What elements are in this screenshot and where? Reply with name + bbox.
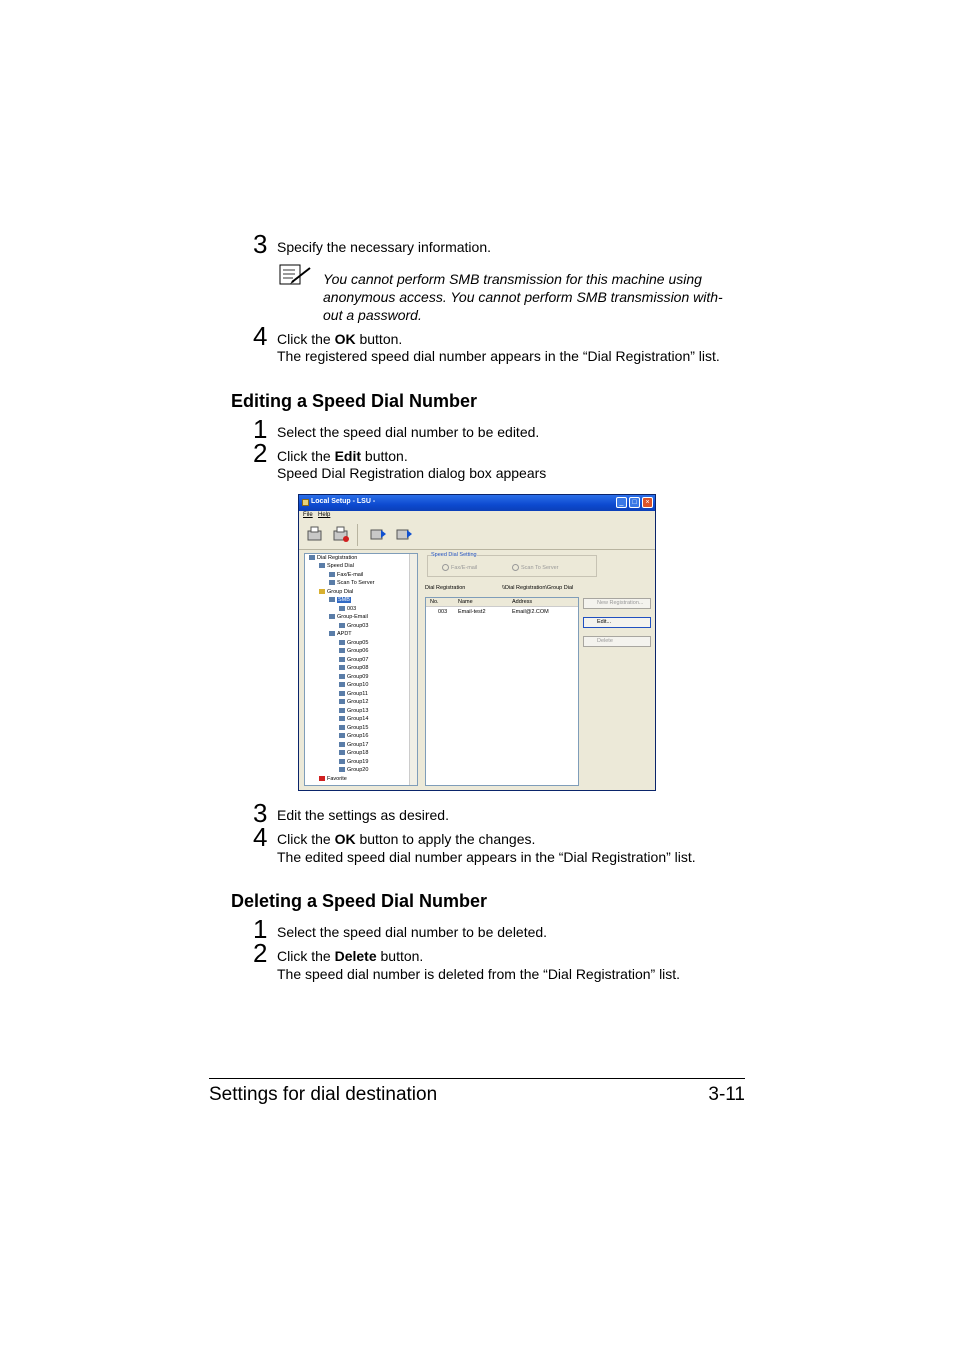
- tree-item[interactable]: Group11: [339, 691, 368, 698]
- current-path: \\Dial Registration\Group Dial: [502, 585, 574, 591]
- step-text: Specify the necessary information.: [277, 239, 491, 255]
- toolbar-divider: [357, 524, 358, 546]
- radio-icon: [442, 564, 449, 571]
- group-icon: [339, 648, 345, 653]
- tree-item-selected[interactable]: SMB: [329, 597, 351, 604]
- group-icon: [329, 614, 335, 619]
- step-number: 2: [253, 938, 268, 968]
- cell-name: Email-test2: [458, 609, 486, 615]
- details-panel: [422, 551, 654, 789]
- tree-item[interactable]: Group14: [339, 716, 368, 723]
- step-text: Click the Edit button.: [277, 448, 408, 464]
- new-registration-button[interactable]: New Registration...: [583, 598, 651, 609]
- toolbar: [299, 521, 655, 550]
- tree-item[interactable]: Scan To Server: [329, 580, 375, 587]
- note-line: anonymous access. You cannot perform SMB transmission with-: [323, 289, 723, 305]
- tree-scrollbar[interactable]: [409, 554, 417, 785]
- group-icon: [329, 631, 335, 636]
- step-text: Select the speed dial number to be deleted.: [277, 924, 548, 940]
- tree-item[interactable]: Group-Email: [329, 614, 368, 621]
- column-header[interactable]: Name: [458, 599, 473, 605]
- entry-icon: [339, 606, 345, 611]
- group-icon: [339, 657, 345, 662]
- step-text: Click the OK button.: [277, 331, 403, 347]
- tree-item[interactable]: Group17: [339, 742, 368, 749]
- cell-address: Email@2.COM: [512, 609, 549, 615]
- tree-item[interactable]: Group09: [339, 674, 368, 681]
- step-text: Select the speed dial number to be edited.: [277, 424, 540, 440]
- note-icon: [279, 264, 313, 286]
- group-icon: [329, 597, 335, 602]
- title-bar: [299, 495, 655, 511]
- folder-icon: [309, 555, 315, 560]
- folder-icon: [329, 572, 335, 577]
- group-icon: [339, 725, 345, 730]
- tree-item[interactable]: Group18: [339, 750, 368, 757]
- footer-section-title: Settings for dial destination: [209, 1084, 438, 1105]
- group-icon: [339, 750, 345, 755]
- tree-item[interactable]: APDT: [329, 631, 352, 638]
- tree-item[interactable]: Group07: [339, 657, 368, 664]
- group-icon: [339, 708, 345, 713]
- send-icon[interactable]: [395, 525, 413, 543]
- printer-icon[interactable]: [306, 525, 324, 543]
- group-icon: [339, 691, 345, 696]
- group-icon: [339, 767, 345, 772]
- step-number: 1: [253, 914, 268, 944]
- tree-item[interactable]: Group Dial: [319, 589, 353, 596]
- group-icon: [339, 623, 345, 628]
- tree-item[interactable]: Favorite: [319, 776, 347, 783]
- group-icon: [339, 716, 345, 721]
- tree-item[interactable]: Fax/E-mail: [329, 572, 363, 579]
- folder-icon: [319, 563, 325, 568]
- tree-item[interactable]: 003: [339, 606, 356, 613]
- cell-no: 003: [438, 609, 448, 615]
- step-detail: The registered speed dial number appears in the “Dial Registration” list.: [277, 348, 720, 364]
- dial-registration-label: Dial Registration: [425, 585, 466, 591]
- group-icon: [339, 665, 345, 670]
- group-icon: [339, 640, 345, 645]
- step-text: Edit the settings as desired.: [277, 807, 449, 823]
- step-number: 1: [253, 414, 268, 444]
- step-detail: The edited speed dial number appears in the “Dial Registration” list.: [277, 849, 696, 865]
- tree-item[interactable]: Group16: [339, 733, 368, 740]
- window-title: Local Setup - LSU -: [311, 498, 376, 505]
- step-number: 4: [253, 822, 268, 852]
- tree-item[interactable]: Group03: [339, 623, 368, 630]
- tree-item[interactable]: Group06: [339, 648, 368, 655]
- radio-scan-to-server[interactable]: Scan To Server: [512, 564, 559, 571]
- note-line: You cannot perform SMB transmission for this machine using: [323, 271, 702, 287]
- step-detail: Speed Dial Registration dialog box appears: [277, 465, 547, 481]
- tree-item[interactable]: Group19: [339, 759, 368, 766]
- step-text: Click the Delete button.: [277, 948, 424, 964]
- section-heading: Editing a Speed Dial Number: [231, 391, 478, 411]
- printer-delete-icon[interactable]: [332, 525, 350, 543]
- page-number: 3-11: [708, 1084, 745, 1105]
- receive-icon[interactable]: [369, 525, 387, 543]
- local-setup-window: [298, 494, 656, 791]
- group-icon: [339, 682, 345, 687]
- section-heading: Deleting a Speed Dial Number: [231, 891, 488, 911]
- radio-fax-email[interactable]: Fax/E-mail: [442, 564, 477, 571]
- speed-dial-setting-group: [427, 552, 597, 577]
- dial-tree[interactable]: [304, 553, 418, 786]
- folder-icon: [329, 580, 335, 585]
- favorite-icon: [319, 776, 325, 781]
- close-icon[interactable]: ×: [642, 497, 653, 508]
- tree-item[interactable]: Dial Registration: [309, 555, 357, 562]
- menu-bar: [299, 511, 655, 520]
- group-label: Speed Dial Setting: [431, 552, 477, 558]
- tree-item[interactable]: Group10: [339, 682, 368, 689]
- dial-registration-list[interactable]: [425, 597, 579, 786]
- menu-file[interactable]: File: [303, 512, 313, 518]
- folder-icon: [319, 589, 325, 594]
- maximize-icon[interactable]: □: [629, 497, 640, 508]
- step-detail: The speed dial number is deleted from the “Dial Registration” list.: [277, 966, 681, 982]
- group-icon: [339, 674, 345, 679]
- step-number: 4: [253, 321, 268, 351]
- tree-item[interactable]: Speed Dial: [319, 563, 354, 570]
- step-number: 3: [253, 798, 268, 828]
- column-header[interactable]: Address: [512, 599, 533, 605]
- tree-item[interactable]: Group20: [339, 767, 368, 774]
- minimize-icon[interactable]: _: [616, 497, 627, 508]
- radio-icon: [512, 564, 519, 571]
- tree-item[interactable]: Group13: [339, 708, 368, 715]
- delete-button[interactable]: Delete: [583, 636, 651, 647]
- group-icon: [339, 742, 345, 747]
- note-line: out a password.: [323, 307, 422, 323]
- column-header[interactable]: No.: [430, 599, 439, 605]
- tree-item[interactable]: Group05: [339, 640, 368, 647]
- list-header: [426, 598, 578, 607]
- tree-item[interactable]: Group15: [339, 725, 368, 732]
- app-icon: [302, 499, 309, 506]
- step-text: Click the OK button to apply the changes.: [277, 831, 536, 847]
- group-icon: [339, 759, 345, 764]
- group-icon: [339, 733, 345, 738]
- group-icon: [339, 699, 345, 704]
- footer-rule: [209, 1078, 745, 1079]
- tree-item[interactable]: Group12: [339, 699, 368, 706]
- edit-button[interactable]: Edit...: [583, 617, 651, 628]
- tree-item[interactable]: Group08: [339, 665, 368, 672]
- menu-help[interactable]: Help: [318, 512, 331, 518]
- step-number: 2: [253, 438, 268, 468]
- step-number: 3: [253, 229, 268, 259]
